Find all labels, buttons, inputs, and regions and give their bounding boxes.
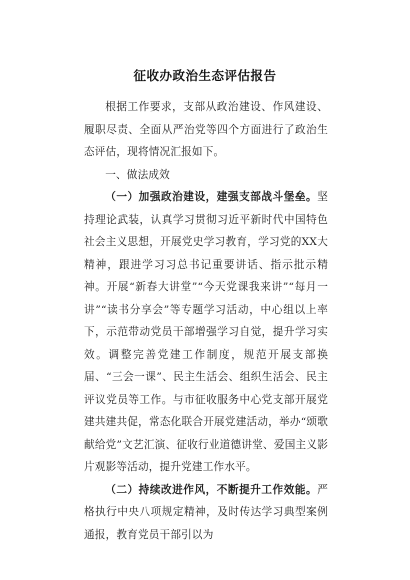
item-1-lead: （一）加强政治建设，建强支部战斗堡垒。 — [105, 191, 318, 203]
section-heading: 一、做法成效 — [105, 168, 170, 181]
document-title: 征收办政治生态评估报告 — [133, 68, 277, 83]
item-2-paragraph — [84, 479, 328, 547]
item-1-body: 坚持理论武装，认真学习贯彻习近平新时代中国特色社会主义思想，开展党史学习教育，学习党的XX大精神，跟进学习习总书记重要讲话、指示批示精神。开展“新春大讲堂”“今天党课我来讲”“每月一讲”“读书分享会”等专题学习活动，中心组以上率下，示范带动党员干部增强学习自觉，提升学习实效。调整完善党建工作制度，规范开展支部换届、“三会一课”、民主生活会、组织生活会、民主评议党员等工作。与市征收服务中心党支部开展党建共建共促，常态化联合开展党建活动，举办“颂歌献给党”文艺汇演、征收行业道德讲堂、爱国主义影片观影等活动，提升党建工作水平。 — [84, 191, 328, 473]
intro-paragraph: 根据工作要求，支部从政治建设、作风建设、履职尽责、全面从严治党等四个方面进行了政治生态评估，现将情况汇报如下。 — [84, 101, 328, 158]
document-body — [84, 96, 328, 546]
item-1-paragraph — [84, 186, 328, 479]
item-2-body: 严格执行中央八项规定精神，及时传达学习典型案例通报，教育党员干部引以为 — [84, 483, 328, 541]
item-2-lead: （二）持续改进作风，不断提升工作效能。 — [105, 483, 318, 496]
